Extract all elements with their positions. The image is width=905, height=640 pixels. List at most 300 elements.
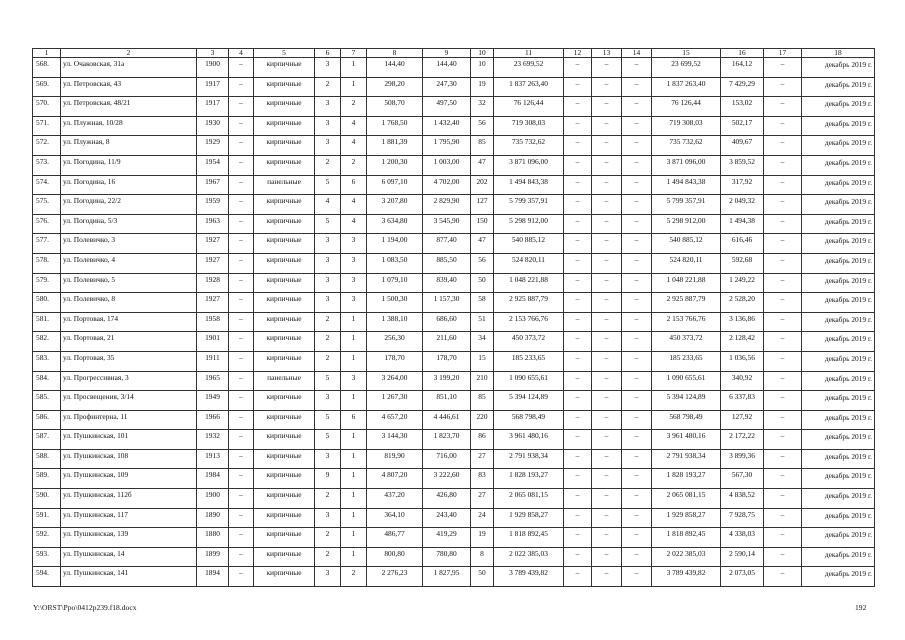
table-row [33,547,875,567]
table-row [33,351,875,371]
table-cell: – [564,136,592,156]
table-cell: 1 090 655,61 [494,371,564,391]
table-cell: 50 [471,567,494,587]
table-cell: 3 199,20 [423,371,471,391]
table-cell: 3 [315,508,341,528]
table-cell: 83 [471,469,494,489]
table-cell: 3 961 480,16 [652,430,721,450]
table-cell: – [592,97,622,117]
table-cell: – [592,195,622,215]
table-cell: – [592,312,622,332]
table-cell: кирпичные [254,77,315,97]
table-cell: 573. [33,155,61,175]
table-cell: 1932 [197,430,229,450]
table-cell: – [622,469,652,489]
table-cell: декабрь 2019 г. [802,547,875,567]
table-cell: 572. [33,136,61,156]
table-cell: – [229,136,254,156]
table-cell: 85 [471,136,494,156]
table-cell: – [622,214,652,234]
table-cell: 2 073,05 [721,567,764,587]
table-cell: – [564,528,592,548]
table-cell: кирпичные [254,508,315,528]
table-cell: ул. Прогрессивная, 3 [61,371,197,391]
table-cell: 1 500,30 [367,293,423,313]
table-cell: – [592,175,622,195]
table-cell: ул. Полевичко, 8 [61,293,197,313]
table-cell: 486,77 [367,528,423,548]
table-cell: 1 881,39 [367,136,423,156]
table-cell: кирпичные [254,214,315,234]
table-cell: ул. Полевичко, 3 [61,234,197,254]
table-cell: ул. Пушкинская, 141 [61,567,197,587]
table-cell: – [229,469,254,489]
table-cell: 76 126,44 [652,97,721,117]
table-cell: ул. Портовая, 21 [61,332,197,352]
table-row [33,332,875,352]
table-cell: декабрь 2019 г. [802,234,875,254]
table-cell: 1 823,70 [423,430,471,450]
table-cell: 4 446,61 [423,410,471,430]
table-row [33,528,875,548]
table-cell: 1 929 858,27 [494,508,564,528]
table-cell: ул. Пушкинская, 108 [61,449,197,469]
table-cell: – [622,508,652,528]
table-cell: – [564,449,592,469]
table-cell: 1 494 843,38 [652,175,721,195]
table-cell: 5 298 912,00 [652,214,721,234]
table-cell: 1927 [197,253,229,273]
table-cell: – [764,175,802,195]
table-cell: 3 [341,253,367,273]
table-cell: 185 233,65 [652,351,721,371]
table-cell: декабрь 2019 г. [802,371,875,391]
table-cell: 576. [33,214,61,234]
table-cell: 4 [315,195,341,215]
table-cell: – [592,253,622,273]
table-cell: – [592,371,622,391]
table-cell: 426,80 [423,489,471,509]
table-cell: 256,30 [367,332,423,352]
table-cell: кирпичные [254,351,315,371]
table-cell: 1927 [197,234,229,254]
table-cell: – [764,410,802,430]
table-cell: 1 [341,489,367,509]
footer-page-number: 192 [855,603,867,612]
column-header: 1 [33,49,61,58]
table-cell: 524 820,11 [494,253,564,273]
table-cell: 568. [33,58,61,78]
table-cell: 1 837 263,40 [652,77,721,97]
table-cell: 4 338,03 [721,528,764,548]
table-cell: – [764,528,802,548]
table-row [33,567,875,587]
table-row [33,175,875,195]
table-cell: 1 818 892,45 [652,528,721,548]
table-cell: 15 [471,351,494,371]
table-cell: кирпичные [254,116,315,136]
table-cell: 6 [341,410,367,430]
table-cell: ул. Плужная, 8 [61,136,197,156]
table-cell: 3 [341,234,367,254]
table-cell: 1 194,00 [367,234,423,254]
table-cell: 2 791 938,34 [494,449,564,469]
table-cell: 76 126,44 [494,97,564,117]
table-cell: ул. Полевичко, 4 [61,253,197,273]
table-row [33,214,875,234]
table-cell: – [622,58,652,78]
table-cell: 1958 [197,312,229,332]
table-cell: – [622,528,652,548]
table-cell: 1917 [197,77,229,97]
table-cell: декабрь 2019 г. [802,293,875,313]
table-cell: 1 267,30 [367,391,423,411]
table-row [33,136,875,156]
table-cell: 719 308,03 [494,116,564,136]
table-cell: 1 003,00 [423,155,471,175]
table-cell: 2 128,42 [721,332,764,352]
table-cell: 4 [341,116,367,136]
table-cell: 3 136,86 [721,312,764,332]
table-cell: декабрь 2019 г. [802,312,875,332]
table-body [33,49,875,587]
table-cell: 6 [341,175,367,195]
table-cell: 1 818 892,45 [494,528,564,548]
table-cell: 1890 [197,508,229,528]
table-cell: кирпичные [254,528,315,548]
table-row [33,469,875,489]
table-cell: 164,12 [721,58,764,78]
table-cell: кирпичные [254,547,315,567]
table-cell: – [229,293,254,313]
column-header: 3 [197,49,229,58]
table-cell: 3 871 096,00 [652,155,721,175]
table-cell: 1 048 221,88 [652,273,721,293]
table-cell: 780,80 [423,547,471,567]
table-cell: 3 207,80 [367,195,423,215]
table-cell: 450 373,72 [652,332,721,352]
table-cell: 574. [33,175,61,195]
table-cell: 839,40 [423,273,471,293]
table-cell: 1 [341,351,367,371]
table-header-row [33,49,875,58]
table-cell: ул. Очаковская, 31а [61,58,197,78]
table-cell: 497,50 [423,97,471,117]
table-cell: – [592,155,622,175]
table-cell: 4 702,00 [423,175,471,195]
table-cell: 1 [341,77,367,97]
table-cell: 2 [341,567,367,587]
table-cell: 1965 [197,371,229,391]
table-cell: 19 [471,528,494,548]
table-cell: – [564,195,592,215]
table-cell: 1984 [197,469,229,489]
table-cell: – [564,410,592,430]
table-cell: 86 [471,430,494,450]
table-cell: 1 388,10 [367,312,423,332]
table-cell: – [592,391,622,411]
column-header: 16 [721,49,764,58]
table-cell: – [764,430,802,450]
table-row [33,155,875,175]
table-cell: 589. [33,469,61,489]
table-cell: 540 885,12 [494,234,564,254]
table-cell: – [229,332,254,352]
table-cell: 4 [341,214,367,234]
table-cell: – [229,116,254,136]
table-cell: 19 [471,77,494,97]
table-cell: – [229,195,254,215]
table-cell: 437,20 [367,489,423,509]
table-cell: 5 [315,214,341,234]
table-cell: 1 036,56 [721,351,764,371]
table-cell: 1 828 193,27 [652,469,721,489]
table-cell: – [622,175,652,195]
table-cell: 568 798,49 [652,410,721,430]
table-cell: ул. Портовая, 35 [61,351,197,371]
table-cell: 577. [33,234,61,254]
table-cell: 56 [471,116,494,136]
table-cell: – [564,155,592,175]
column-header: 5 [254,49,315,58]
table-cell: 5 [315,430,341,450]
table-cell: 588. [33,449,61,469]
table-cell: 502,17 [721,116,764,136]
table-cell: 1894 [197,567,229,587]
table-cell: 570. [33,97,61,117]
table-cell: 1 [341,508,367,528]
table-cell: – [764,489,802,509]
table-cell: – [622,97,652,117]
table-cell: 590. [33,489,61,509]
table-cell: – [622,273,652,293]
table-cell: 686,60 [423,312,471,332]
table-cell: – [229,77,254,97]
table-cell: 1927 [197,293,229,313]
table-cell: 1949 [197,391,229,411]
table-cell: 2 [341,155,367,175]
table-cell: ул. Плужная, 10/28 [61,116,197,136]
table-cell: – [764,195,802,215]
table-cell: 2 [315,312,341,332]
table-cell: – [564,351,592,371]
table-cell: – [764,214,802,234]
table-cell: 1 [341,58,367,78]
table-cell: 85 [471,391,494,411]
table-cell: 583. [33,351,61,371]
table-cell: декабрь 2019 г. [802,508,875,528]
table-cell: кирпичные [254,97,315,117]
table-cell: 247,30 [423,77,471,97]
table-cell: ул. Портовая, 174 [61,312,197,332]
table-cell: 1928 [197,273,229,293]
table-cell: кирпичные [254,430,315,450]
table-cell: кирпичные [254,253,315,273]
table-cell: 4 838,52 [721,489,764,509]
table-cell: – [622,351,652,371]
table-cell: 2 049,32 [721,195,764,215]
table-cell: – [229,449,254,469]
table-row [33,253,875,273]
table-row [33,449,875,469]
table-cell: 567,30 [721,469,764,489]
table-cell: – [764,253,802,273]
table-cell: 150 [471,214,494,234]
table-cell: – [229,253,254,273]
table-row [33,58,875,78]
table-row [33,273,875,293]
table-cell: – [229,547,254,567]
table-cell: – [564,77,592,97]
table-cell: 2 172,22 [721,430,764,450]
table-cell: – [622,253,652,273]
table-cell: 3 961 480,16 [494,430,564,450]
table-cell: 178,70 [367,351,423,371]
table-cell: 594. [33,567,61,587]
table-cell: 3 789 439,82 [494,567,564,587]
table-cell: 2 276,23 [367,567,423,587]
table-cell: – [564,293,592,313]
table-cell: 3 [315,567,341,587]
table-cell: кирпичные [254,58,315,78]
table-cell: 127 [471,195,494,215]
table-cell: 178,70 [423,351,471,371]
table-cell: – [592,136,622,156]
table-cell: 1901 [197,332,229,352]
table-cell: 580. [33,293,61,313]
table-cell: 5 394 124,89 [494,391,564,411]
table-cell: – [622,430,652,450]
table-cell: 4 807,20 [367,469,423,489]
table-cell: – [764,371,802,391]
table-cell: 1963 [197,214,229,234]
table-cell: – [592,77,622,97]
table-cell: – [564,58,592,78]
table-cell: 211,60 [423,332,471,352]
table-cell: 3 545,90 [423,214,471,234]
table-row [33,489,875,509]
table-cell: – [764,293,802,313]
column-header: 14 [622,49,652,58]
table-cell: кирпичные [254,469,315,489]
table-cell: 1917 [197,97,229,117]
table-cell: 575. [33,195,61,215]
table-cell: – [592,58,622,78]
table-cell: ул. Пушкинская, 14 [61,547,197,567]
table-cell: панельные [254,371,315,391]
table-cell: – [564,430,592,450]
table-cell: 851,10 [423,391,471,411]
table-cell: 1 048 221,88 [494,273,564,293]
table-cell: 885,50 [423,253,471,273]
table-cell: – [229,234,254,254]
table-cell: ул. Пушкинская, 101 [61,430,197,450]
table-cell: кирпичные [254,391,315,411]
table-cell: ул. Петровская, 43 [61,77,197,97]
table-cell: – [564,116,592,136]
table-cell: декабрь 2019 г. [802,391,875,411]
table-cell: кирпичные [254,155,315,175]
table-cell: – [592,528,622,548]
table-cell: – [564,391,592,411]
table-cell: 3 [315,253,341,273]
table-cell: 1 827,95 [423,567,471,587]
table-cell: 593. [33,547,61,567]
table-cell: панельные [254,175,315,195]
table-cell: 735 732,62 [494,136,564,156]
table-cell: – [592,430,622,450]
table-cell: 3 [341,273,367,293]
footer-file-path: Y:\ORST\Ppo\0412p239.f18.docx [33,603,137,612]
table-cell: ул. Пушкинская, 112б [61,489,197,509]
table-cell: – [564,547,592,567]
table-cell: 2 [315,547,341,567]
data-table [32,48,875,587]
table-cell: – [764,234,802,254]
table-cell: – [622,195,652,215]
table-cell: – [592,351,622,371]
table-cell: – [592,469,622,489]
table-cell: – [622,155,652,175]
table-row [33,77,875,97]
table-cell: 23 699,52 [652,58,721,78]
table-row [33,371,875,391]
table-cell: декабрь 2019 г. [802,97,875,117]
table-cell: 3 [341,293,367,313]
table-cell: 127,92 [721,410,764,430]
table-cell: 508,70 [367,97,423,117]
table-cell: декабрь 2019 г. [802,430,875,450]
column-header: 12 [564,49,592,58]
table-cell: 1913 [197,449,229,469]
table-cell: декабрь 2019 г. [802,273,875,293]
table-cell: кирпичные [254,449,315,469]
table-cell: – [229,391,254,411]
table-cell: 2 065 081,15 [652,489,721,509]
table-cell: 1959 [197,195,229,215]
table-cell: – [592,234,622,254]
table-cell: кирпичные [254,273,315,293]
table-cell: – [764,547,802,567]
table-cell: декабрь 2019 г. [802,175,875,195]
table-cell: – [764,508,802,528]
table-cell: 877,40 [423,234,471,254]
table-cell: 1930 [197,116,229,136]
table-cell: 1 200,30 [367,155,423,175]
table-cell: – [764,116,802,136]
table-cell: 3 789 439,82 [652,567,721,587]
table-cell: 298,20 [367,77,423,97]
table-cell: кирпичные [254,195,315,215]
table-cell: ул. Пушкинская, 109 [61,469,197,489]
table-cell: 3 871 096,00 [494,155,564,175]
table-cell: 584. [33,371,61,391]
table-cell: 587. [33,430,61,450]
table-cell: – [592,273,622,293]
table-cell: 1 [341,528,367,548]
table-cell: 1 157,30 [423,293,471,313]
table-cell: кирпичные [254,234,315,254]
table-cell: 202 [471,175,494,195]
table-cell: 4 [341,195,367,215]
table-cell: 210 [471,371,494,391]
column-header: 10 [471,49,494,58]
table-cell: – [764,155,802,175]
table-cell: – [229,58,254,78]
table-cell: ул. Пушкинская, 117 [61,508,197,528]
table-cell: 578. [33,253,61,273]
table-cell: кирпичные [254,312,315,332]
